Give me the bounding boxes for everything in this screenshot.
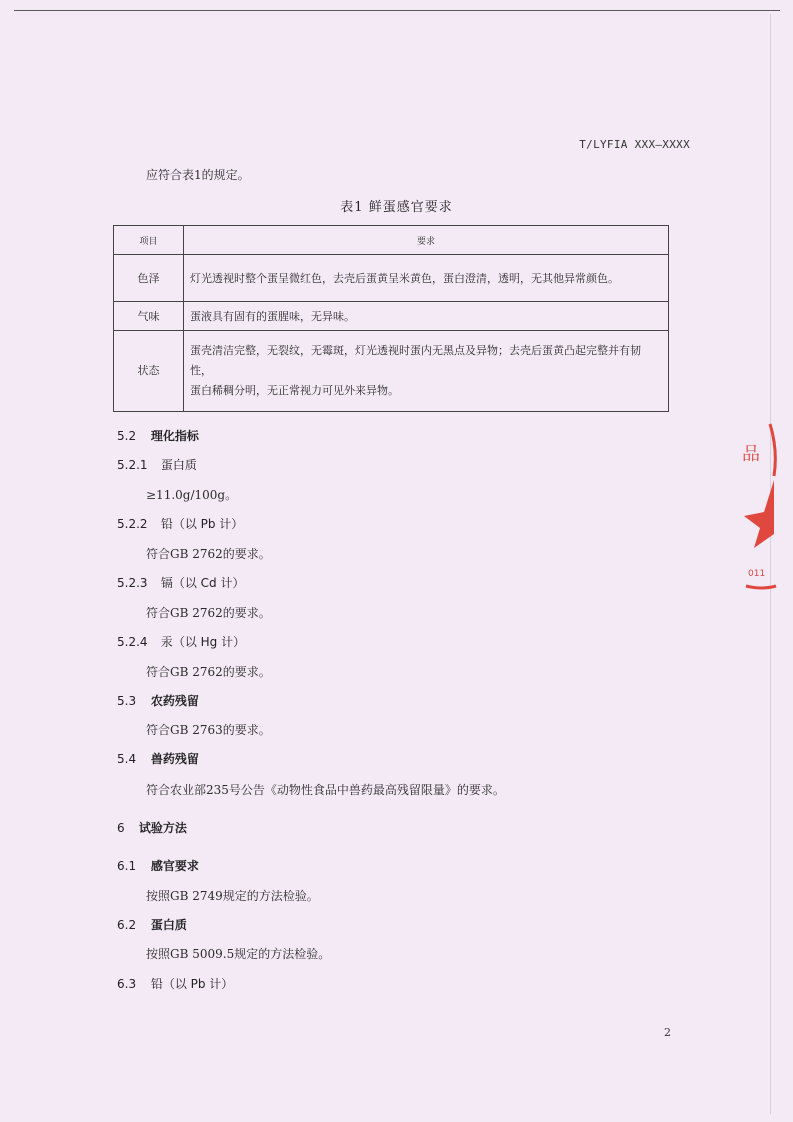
- section-title: 铅（以 Pb 计）: [160, 517, 244, 531]
- seal-star: [744, 480, 774, 548]
- section-body: 符合农业部235号公告《动物性食品中兽药最高残留限量》的要求。: [146, 783, 505, 797]
- section-heading: [117, 976, 233, 992]
- section-heading: [117, 575, 244, 591]
- section-title: 铅（以 Pb 计）: [150, 977, 234, 991]
- section-title: 蛋白质: [160, 458, 197, 472]
- table-caption: 表1 鲜蛋感官要求: [340, 200, 453, 215]
- section-heading: [117, 858, 199, 874]
- section-number: 5.2.4: [117, 635, 148, 649]
- section-number: 5.2: [117, 429, 137, 443]
- section-body: 符合GB 2763的要求。: [146, 723, 271, 737]
- table-header-requirement: 要求: [184, 226, 669, 255]
- table-row: [114, 255, 669, 302]
- section-number: 6.3: [117, 977, 137, 991]
- row-item: 状态: [114, 331, 184, 412]
- section-heading: [117, 634, 245, 650]
- section-title: 汞（以 Hg 计）: [160, 635, 246, 649]
- section-heading: [117, 516, 243, 532]
- section-number: 6.2: [117, 918, 137, 932]
- top-border-line: [14, 10, 780, 11]
- section-heading: [117, 693, 199, 709]
- section-body: 符合GB 2762的要求。: [146, 665, 271, 679]
- intro-text: 应符合表1的规定。: [146, 168, 250, 182]
- section-number: 5.2.2: [117, 517, 148, 531]
- section-title: 感官要求: [150, 859, 199, 873]
- seal-char: 品: [742, 444, 760, 465]
- section-title: 试验方法: [138, 821, 187, 835]
- section-heading: [117, 428, 199, 444]
- section-body: 符合GB 2762的要求。: [146, 547, 271, 561]
- section-body: 符合GB 2762的要求。: [146, 606, 271, 620]
- row-requirement: [184, 331, 669, 412]
- page-number: 2: [664, 1026, 671, 1039]
- section-number: 5.2.3: [117, 576, 148, 590]
- section-title: 镉（以 Cd 计）: [160, 576, 245, 590]
- section-number: 6.1: [117, 859, 137, 873]
- row-item: 气味: [114, 302, 184, 331]
- section-heading: [117, 751, 199, 767]
- table-row: [114, 331, 669, 412]
- section-title: 理化指标: [150, 429, 199, 443]
- document-code: T/LYFIA XXX—XXXX: [579, 138, 690, 151]
- seal-digits: 011: [748, 569, 766, 579]
- section-number: 5.4: [117, 752, 137, 766]
- table-header-row: [114, 226, 669, 255]
- section-body: ≥11.0g/100g。: [146, 488, 238, 502]
- section-heading: [117, 457, 197, 473]
- section-heading: [117, 917, 187, 933]
- section-body: 按照GB 2749规定的方法检验。: [146, 889, 319, 903]
- section-number: 6: [117, 821, 125, 835]
- section-heading: [117, 820, 187, 836]
- section-title: 农药残留: [150, 694, 199, 708]
- requirement-line: 蛋壳清洁完整，无裂纹，无霉斑，灯光透视时蛋内无黑点及异物；去壳后蛋黄凸起完整并有韧性，: [190, 344, 641, 377]
- table-header-item: 项目: [114, 226, 184, 255]
- section-title: 蛋白质: [150, 918, 187, 932]
- section-title: 兽药残留: [150, 752, 199, 766]
- requirement-line: 蛋白稀稠分明，无正常视力可见外来异物。: [190, 384, 399, 397]
- row-item: 色泽: [114, 255, 184, 302]
- seal-stamp-icon: [738, 420, 778, 600]
- row-requirement: 蛋液具有固有的蛋腥味，无异味。: [184, 302, 669, 331]
- seal-bottom-arc: [746, 586, 776, 588]
- section-number: 5.2.1: [117, 458, 148, 472]
- seal-arc: [770, 424, 775, 476]
- section-body: 按照GB 5009.5规定的方法检验。: [146, 947, 331, 961]
- row-requirement: 灯光透视时整个蛋呈微红色，去壳后蛋黄呈米黄色，蛋白澄清，透明，无其他异常颜色。: [184, 255, 669, 302]
- section-number: 5.3: [117, 694, 137, 708]
- sensory-requirements-table: [113, 225, 669, 412]
- table-row: [114, 302, 669, 331]
